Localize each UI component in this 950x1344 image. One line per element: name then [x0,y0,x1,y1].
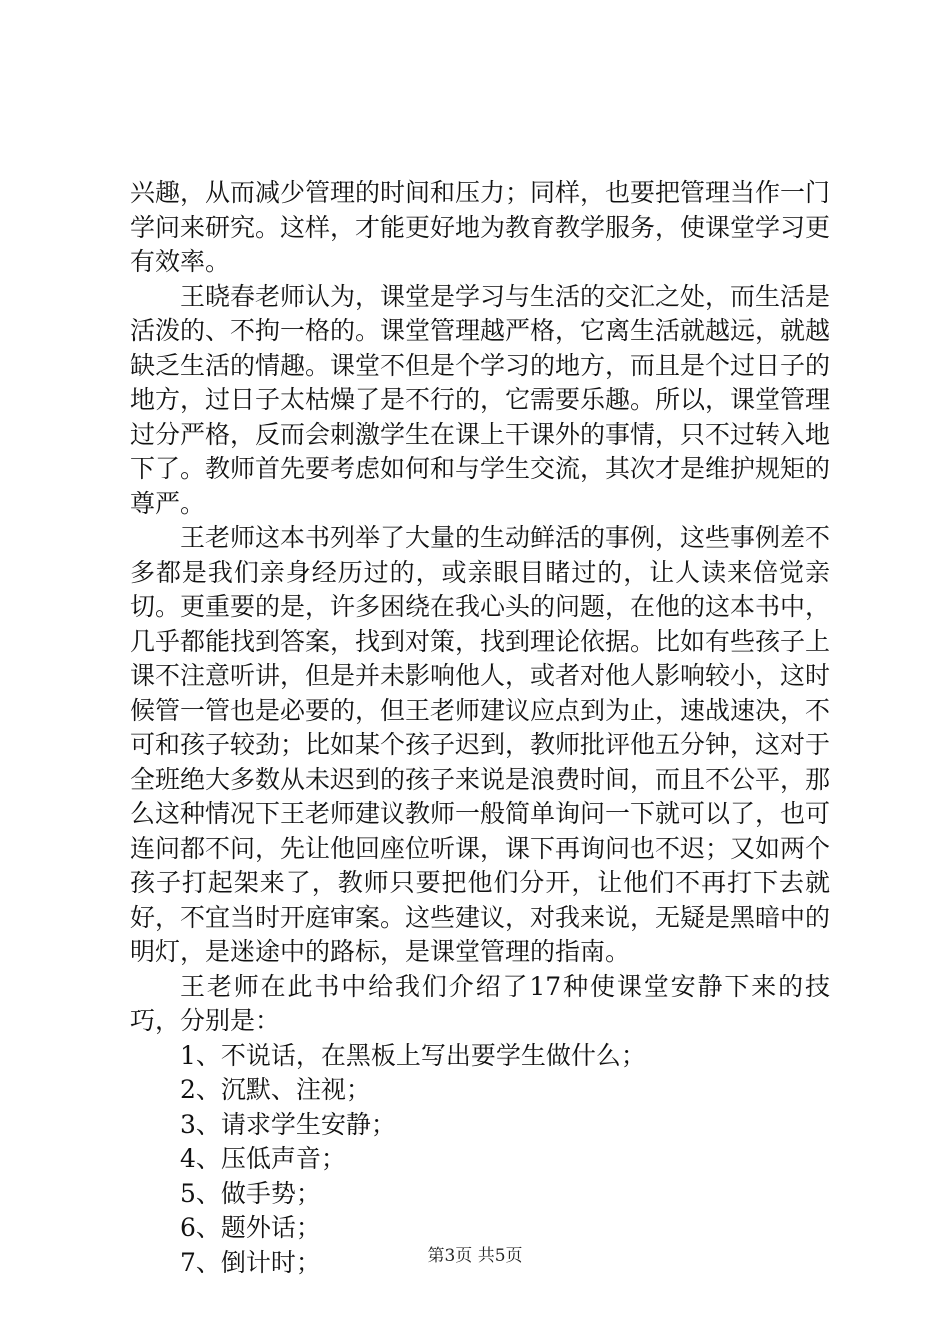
document-body [130,176,830,1280]
paragraph-4: 王老师在此书中给我们介绍了17种使课堂安静下来的技巧，分别是： [130,971,830,1035]
list-item: 7、倒计时； [180,1247,321,1277]
list-item: 4、压低声音； [180,1144,346,1173]
paragraph-2: 王晓春老师认为，课堂是学习与生活的交汇之处，而生活是活泼的、不拘一格的。课堂管理越严格，它离生活就越远，就越缺乏生活的情趣。课堂不但是个学习的地方，而且是个过日子的地方，过日子太枯燥了是不行的，它需要乐趣。所以，课堂管理过分严格，反而会刺激学生在课上干课外的事情，只不过转入地下了。教师首先要考虑如何和与学生交流，其次才是维护规矩的尊严。 [130,281,831,518]
page-number-footer: 第3页 共5页 [427,1246,523,1266]
paragraph-1: 兴趣，从而减少管理的时间和压力；同样，也要把管理当作一门学问来研究。这样，才能更好地为教育教学服务，使课堂学习更有效率。 [130,178,831,276]
list-item: 3、请求学生安静； [180,1109,396,1139]
list-item: 2、沉默、注视； [180,1075,371,1104]
paragraph-3: 王老师这本书列举了大量的生动鲜活的事例，这些事例差不多都是我们亲身经历过的，或亲眼目睹过的，让人读来倍觉亲切。更重要的是，许多困绕在我心头的问题，在他的这本书中，几乎都能找到答案，找到对策，找到理论依据。比如有些孩子上课不注意听讲，但是并未影响他人，或者对他人影响较小，这时候管一管也是必要的，但王老师建议应点到为止，速战速决，不可和孩子较劲；比如某个孩子迟到，教师批评他五分钟，这对于全班绝大多数从未迟到的孩子来说是浪费时间，而且不公平，那么这种情况下王老师建议教师一般简单询问一下就可以了，也可连问都不问，先让他回座位听课，课下再询问也不迟；又如两个孩子打起架来了，教师只要把他们分开，让他们不再打下去就好，不宜当时开庭审案。这些建议，对我来说，无疑是黑暗中的明灯，是迷途中的路标，是课堂管理的指南。 [130,523,831,966]
list-item: 6、题外话； [180,1213,321,1242]
list-item: 1、不说话，在黑板上写出要学生做什么； [180,1040,646,1070]
list-item: 5、做手势； [180,1178,321,1208]
